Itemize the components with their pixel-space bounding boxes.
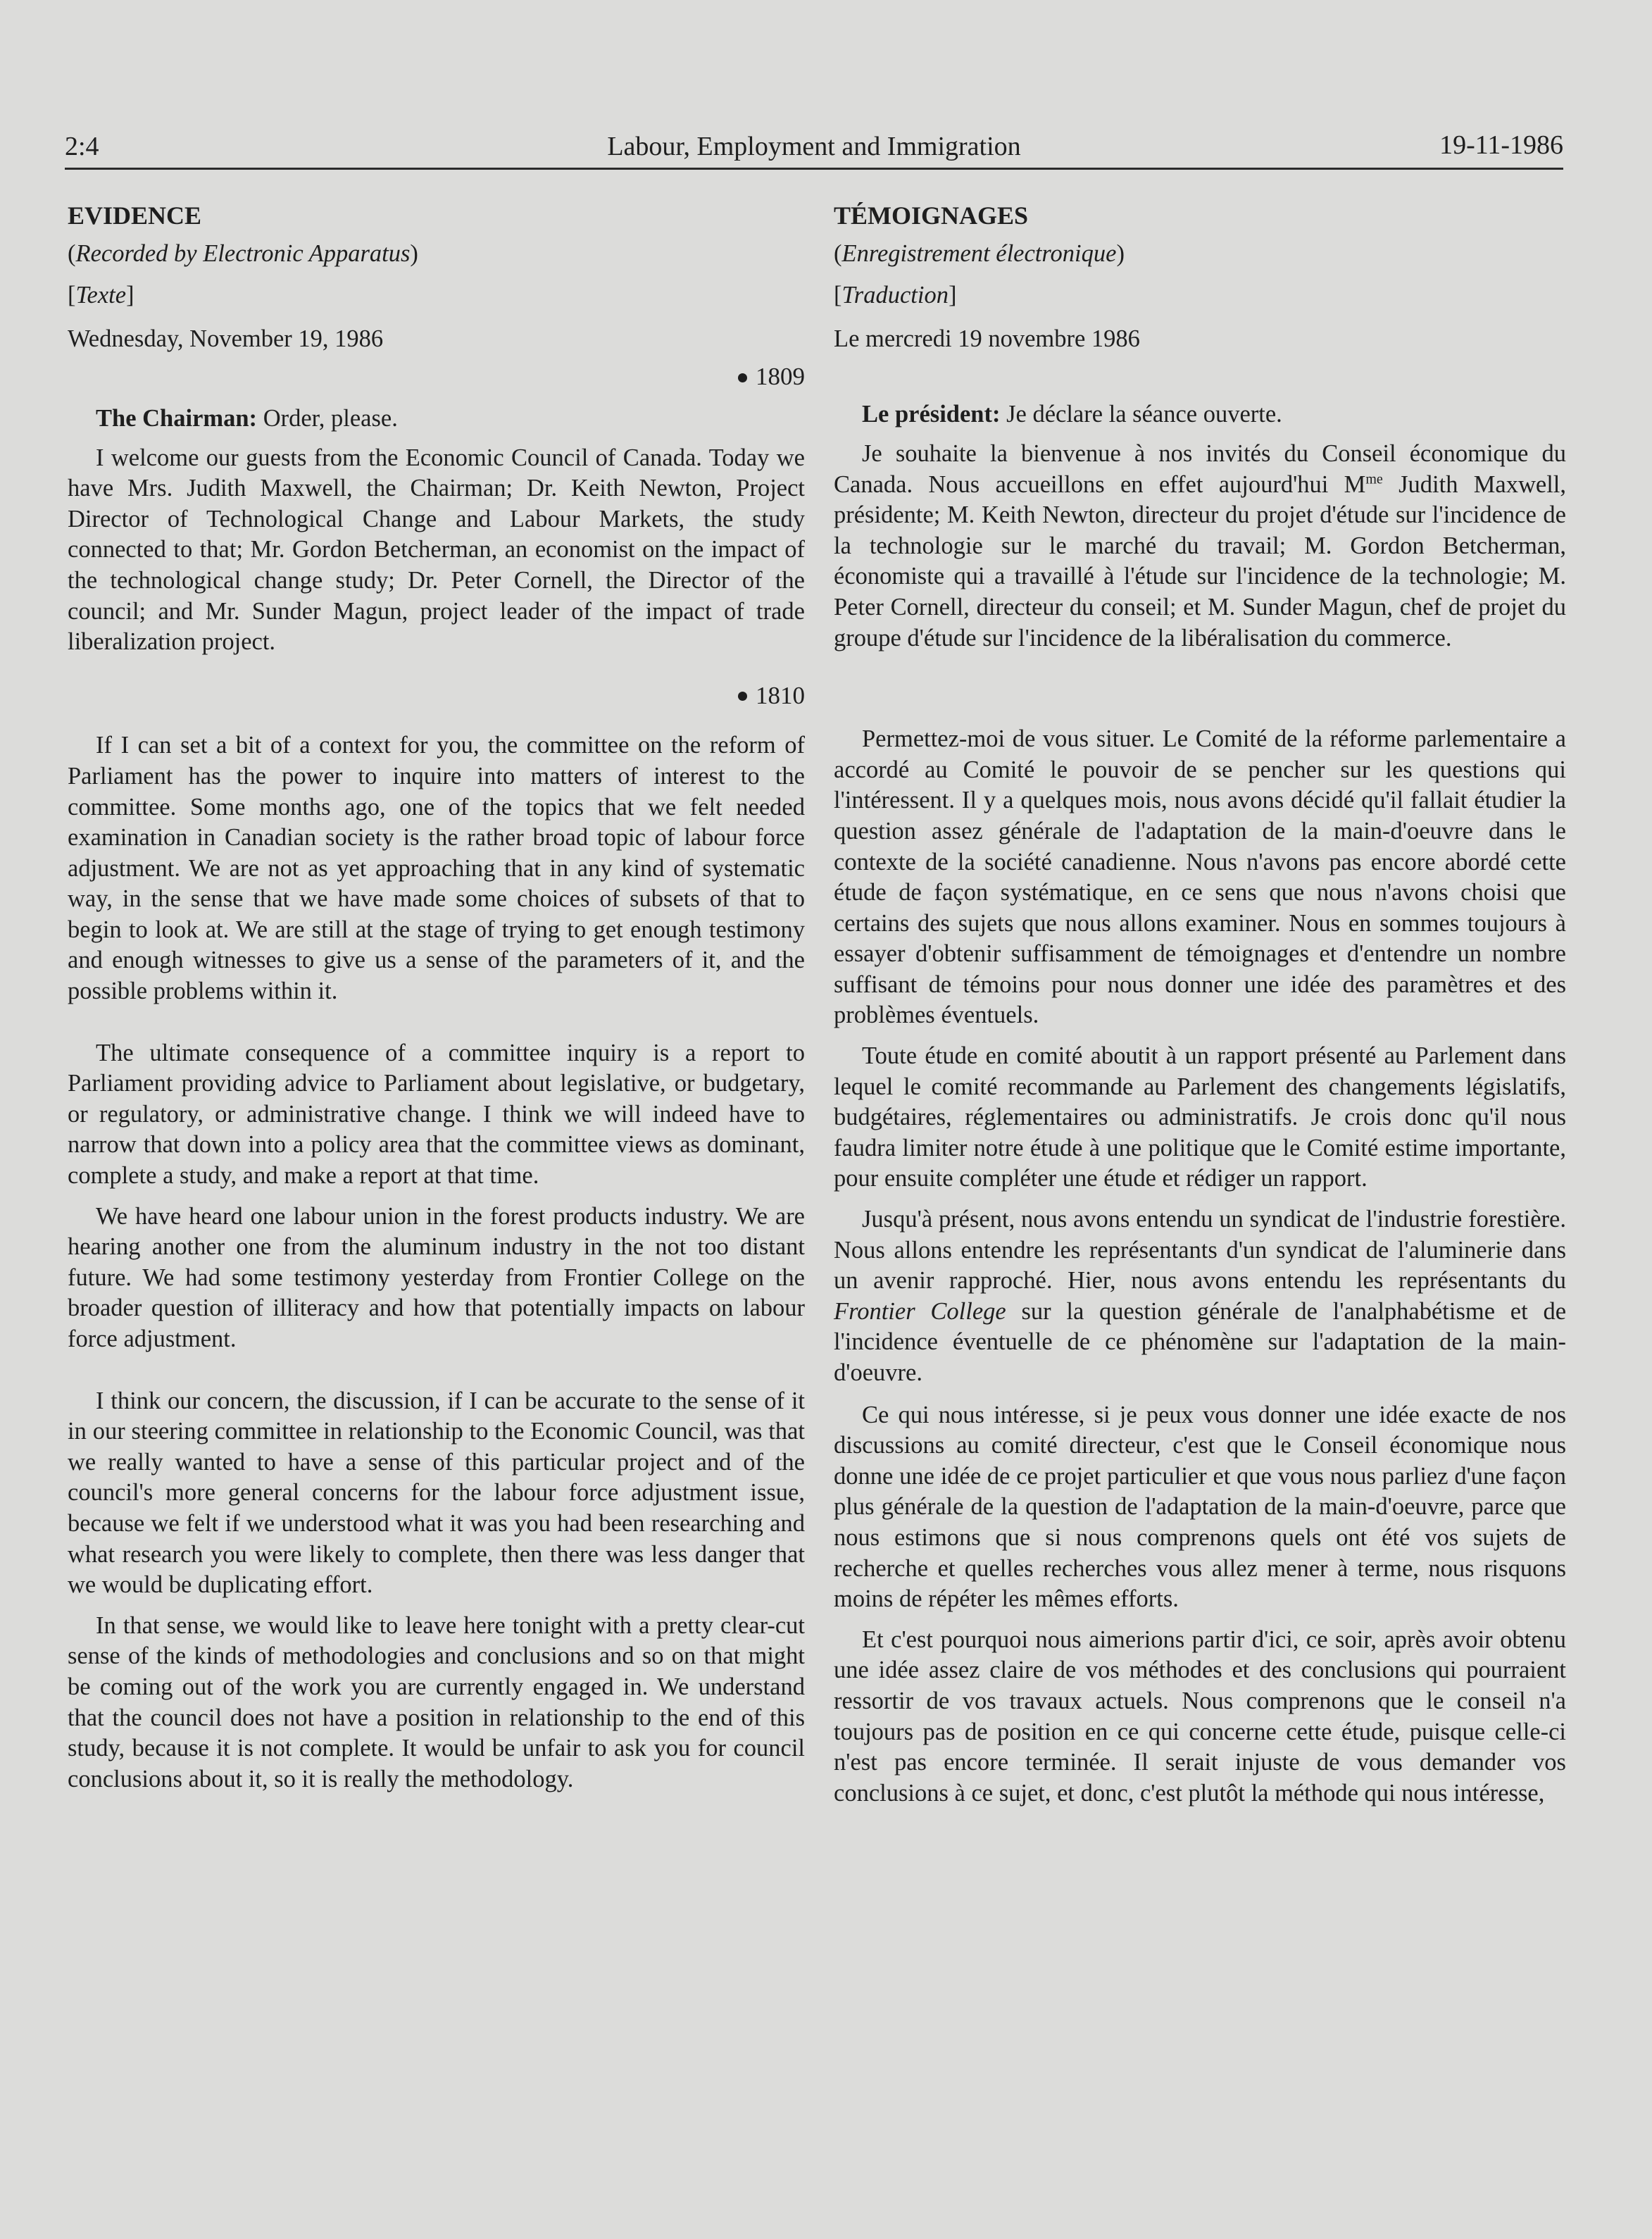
traduction-text: Traduction [841,282,949,309]
paragraph: Et c'est pourquoi nous aimerions partir d'ici, ce soir, après avoir obtenu une idée assez claire de vos méthodes et des conclusions qui pourraient ressortir de vos travaux actuels. Nous comprenons que le conseil n'a toujours pas de position en ce qui concerne cette étude, puisque celle-ci n'est pas encore terminée. Il serait injuste de vous demander vos conclusions à ce sujet, et donc, c'est plutôt la méthode qui nous intéresse, [834,1626,1566,1807]
recorded-text: Recorded by Electronic Apparatus [75,239,411,267]
paragraph [834,1204,1566,1389]
texte-text: Texte [75,282,127,309]
section-title-temoignages: TÉMOIGNAGES [834,201,1029,230]
paragraph: We have heard one labour union in the forest products industry. We are hearing another one from the aluminum industry in the not too distant future. We had some testimony yesterday from Frontier College on the broader question of illiteracy and how that potentially impacts on labour force adjustment. [68,1202,805,1352]
paragraph: I think our concern, the discussion, if I can be accurate to the sense of it in our steering committee in relationship to the Economic Council, was that we really wanted to have a sense of this particular project and of the council's more general concerns for the labour force adjustment issue, because we felt if we understood what it was you had been researching and what research you were likely to complete, then there was less danger that we would be duplicating effort. [68,1387,805,1599]
speaker-label: The Chairman: [96,404,258,432]
speaker-text: Je déclare la séance ouverte. [1006,401,1282,428]
recorded-text: Enregistrement électronique [841,239,1117,267]
texte-note: [Texte] [68,282,134,309]
french-column [834,201,1566,1809]
chairman-statement [68,404,805,435]
header-title: Labour, Employment and Immigration [607,132,1021,161]
paragraph: In that sense, we would like to leave here tonight with a pretty clear-cut sense of the kinds of methodologies and conclusions and so on that might be coming out of the work you are currently engaged in. We understand that the council does not have a position in relationship to the end of this study, because it is not complete. It would be unfair to ask you for council conclusions about it, so it is really the methodology. [68,1611,805,1792]
paragraph: Permettez-moi de vous situer. Le Comité de la réforme parlementaire a accordé au Comité le pouvoir de se pencher sur les questions qui l'intéressent. Il y a quelques mois, nous avons décidé qu'il fallait étudier la question assez générale de l'adaptation de la main-d'oeuvre dans le contexte de la société canadienne. Nous n'avons pas encore abordé cette étude de façon systématique, en ce sens que nous n'avons choisi que certains des sujets que nous allons examiner. Nous en sommes toujours à essayer d'obtenir suffisamment de témoignages et d'entendre un nombre suffisant de témoins pour nous donner une idée des paramètres et des problèmes éventuels. [834,725,1566,1029]
header-rule [65,168,1563,170]
speaker-label: Le président: [862,401,1001,428]
sitting-date: Le mercredi 19 novembre 1986 [834,325,1140,352]
english-column [68,201,805,1795]
paragraph: I welcome our guests from the Economic Council of Canada. Today we have Mrs. Judith Maxwell, the Chairman; Dr. Keith Newton, Project Director of Technological Change and Labour Markets, the study connected to that; Mr. Gordon Betcherman, an economist on the impact of the technological change study; Dr. Peter Cornell, the Director of the council; and Mr. Sunder Magun, project leader of the impact of trade liberalization project. [68,444,805,656]
bullet-icon [738,373,747,382]
paragraph [834,439,1566,654]
section-title-evidence: EVIDENCE [68,201,202,230]
paragraph-text: Je souhaite la bienvenue à nos invités du Conseil économique du Canada. Nous accueillons en effet aujourd'hui M [834,439,1566,498]
header-date: 19-11-1986 [1439,130,1563,160]
page-number: 2:4 [65,132,99,161]
paragraph: If I can set a bit of a context for you, the committee on the reform of Parliament has the power to inquire into matters of interest to the committee. Some months ago, one of the topics that we felt needed examination in Canadian society is the rather broad topic of labour force adjustment. We are not as yet approaching that in any kind of systematic way, in the sense that we have made some choices of subsets of that to begin to look at. We are still at the stage of trying to get enough testimony and enough witnesses to give us a sense of the parameters of it, and the possible problems within it. [68,732,805,1005]
bullet-icon [738,692,747,701]
recorded-note: (Recorded by Electronic Apparatus) [68,239,418,267]
running-header [65,127,1563,169]
timestamp-value: 1809 [756,363,805,391]
traduction-note: [Traduction] [834,282,957,309]
paragraph: The ultimate consequence of a committee inquiry is a report to Parliament providing advice to Parliament about legislative, or budgetary, or regulatory, or administrative change. I think we will indeed have to narrow that down into a policy area that the committee views as dominant, complete a study, and make a report at that time. [68,1039,805,1190]
president-statement [834,399,1566,430]
timestamp-1809 [68,361,805,392]
sitting-date: Wednesday, November 19, 1986 [68,325,384,352]
paragraph-text: sur la question générale de l'analphabétisme et de l'incidence éventuelle de ce phénomène sur l'adaptation de la main-d'oeuvre. [834,1297,1567,1386]
paragraph-text: Judith Maxwell, présidente; M. Keith Newton, directeur du projet d'étude sur l'incidence de la technologie sur le marché du travail; M. Gordon Betcherman, économiste qui a travaillé à l'étude sur l'incidence de la technologie; M. Peter Cornell, directeur du conseil; et M. Sunder Magun, chef de projet du groupe d'étude sur l'incidence de la libéralisation du commerce. [834,470,1566,651]
speaker-text: Order, please. [263,404,398,432]
paragraph: Ce qui nous intéresse, si je peux vous donner une idée exacte de nos discussions au comité directeur, c'est que le Conseil économique nous donne une idée de ce projet particulier et que vous nous parliez d'une façon plus générale de la question de l'adaptation de la main-d'oeuvre, parce que nous estimons que si nous comprenons quels ont été vos sujets de recherche et quelles recherches vous allez mener à terme, nous risquons moins de répéter les mêmes efforts. [834,1401,1566,1613]
timestamp-value: 1810 [756,681,805,709]
timestamp-1810 [68,680,805,711]
superscript: me [1365,471,1383,487]
paragraph-italic: Frontier College [834,1297,1006,1325]
recorded-note: (Enregistrement électronique) [834,239,1125,267]
paragraph-text: Jusqu'à présent, nous avons entendu un syndicat de l'industrie forestière. Nous allons entendre les représentants d'un syndicat de l'aluminerie dans un avenir rapproché. Hier, nous avons entendu les représentants du [834,1206,1566,1295]
paragraph: Toute étude en comité aboutit à un rapport présenté au Parlement dans lequel le comité recommande au Parlement des changements législatifs, budgétaires, réglementaires ou administratifs. Je crois donc qu'il nous faudra limiter notre étude à une politique que le Comité estime importante, pour ensuite compléter une étude et rédiger un rapport. [834,1042,1566,1192]
